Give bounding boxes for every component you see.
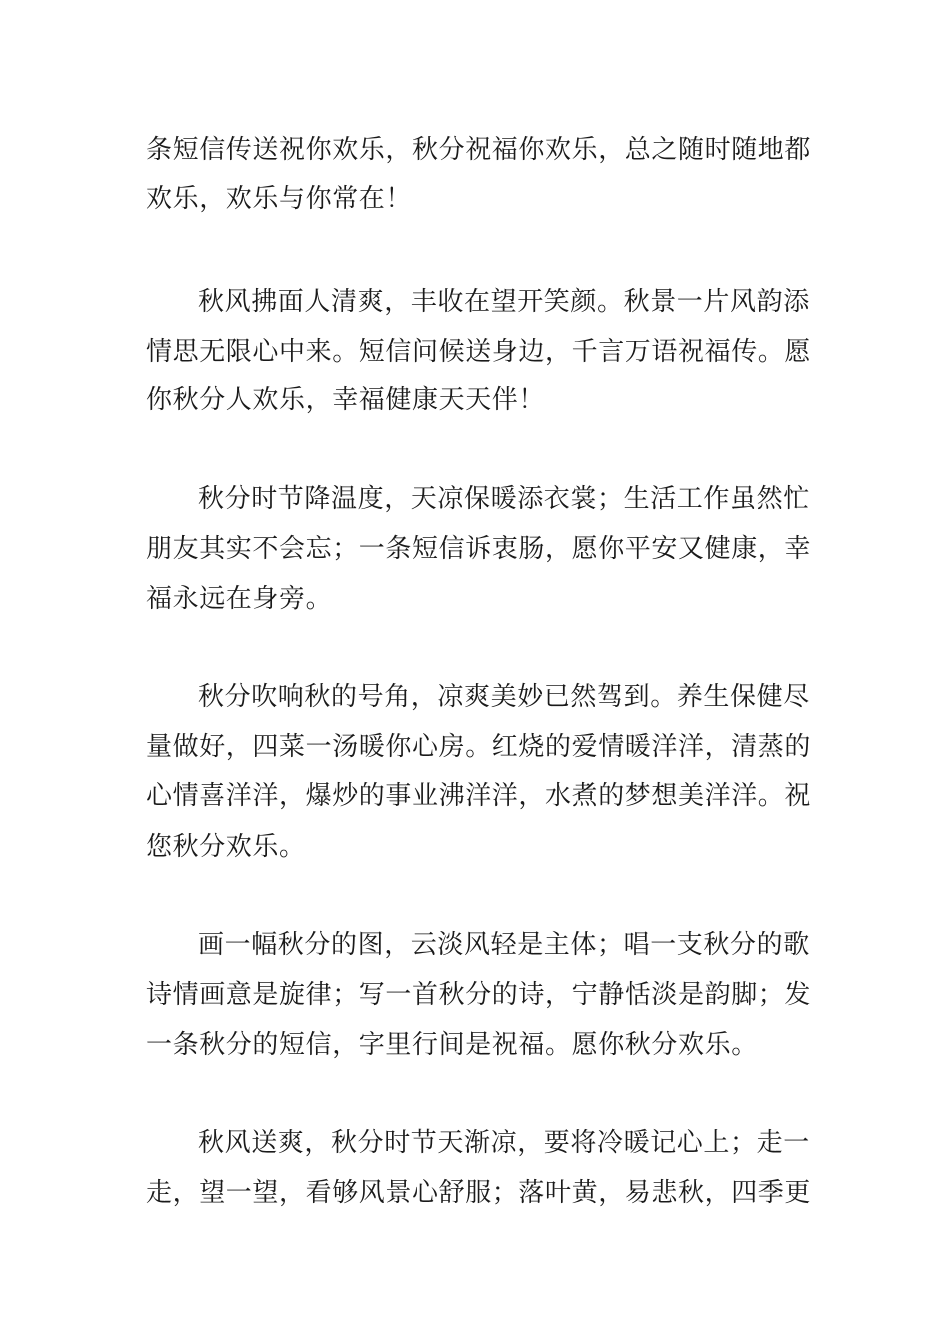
text-line: 秋风拂面人清爽，丰收在望开笑颜。秋景一片风韵添 [198, 287, 810, 317]
text-line: 朋友其实不会忘；一条短信诉衷肠，愿你平安又健康，幸 [146, 534, 812, 564]
text-line: 秋风送爽，秋分时节天渐凉，要将冷暖记心上；走一 [198, 1128, 810, 1158]
text-line: 您秋分欢乐。 [146, 832, 306, 862]
text-line: 诗情画意是旋律；写一首秋分的诗，宁静恬淡是韵脚；发 [146, 980, 812, 1010]
text-line: 一条秋分的短信，字里行间是祝福。愿你秋分欢乐。 [146, 1030, 758, 1060]
text-line: 你秋分人欢乐，幸福健康天天伴！ [146, 385, 546, 415]
text-line: 画一幅秋分的图，云淡风轻是主体；唱一支秋分的歌 [198, 930, 810, 960]
text-line: 条短信传送祝你欢乐，秋分祝福你欢乐，总之随时随地都 [146, 135, 812, 165]
text-line: 情思无限心中来。短信问候送身边，千言万语祝福传。愿 [146, 337, 812, 367]
text-line: 心情喜洋洋，爆炒的事业沸洋洋，水煮的梦想美洋洋。祝 [146, 781, 812, 811]
text-line: 欢乐，欢乐与你常在！ [146, 184, 413, 214]
text-line: 秋分吹响秋的号角，凉爽美妙已然驾到。养生保健尽 [198, 682, 810, 712]
text-line: 走，望一望，看够风景心舒服；落叶黄，易悲秋，四季更 [146, 1178, 812, 1208]
text-line: 福永远在身旁。 [146, 584, 333, 614]
text-line: 量做好，四菜一汤暖你心房。红烧的爱情暖洋洋，清蒸的 [146, 732, 812, 762]
text-line: 秋分时节降温度，天凉保暖添衣裳；生活工作虽然忙 [198, 484, 810, 514]
